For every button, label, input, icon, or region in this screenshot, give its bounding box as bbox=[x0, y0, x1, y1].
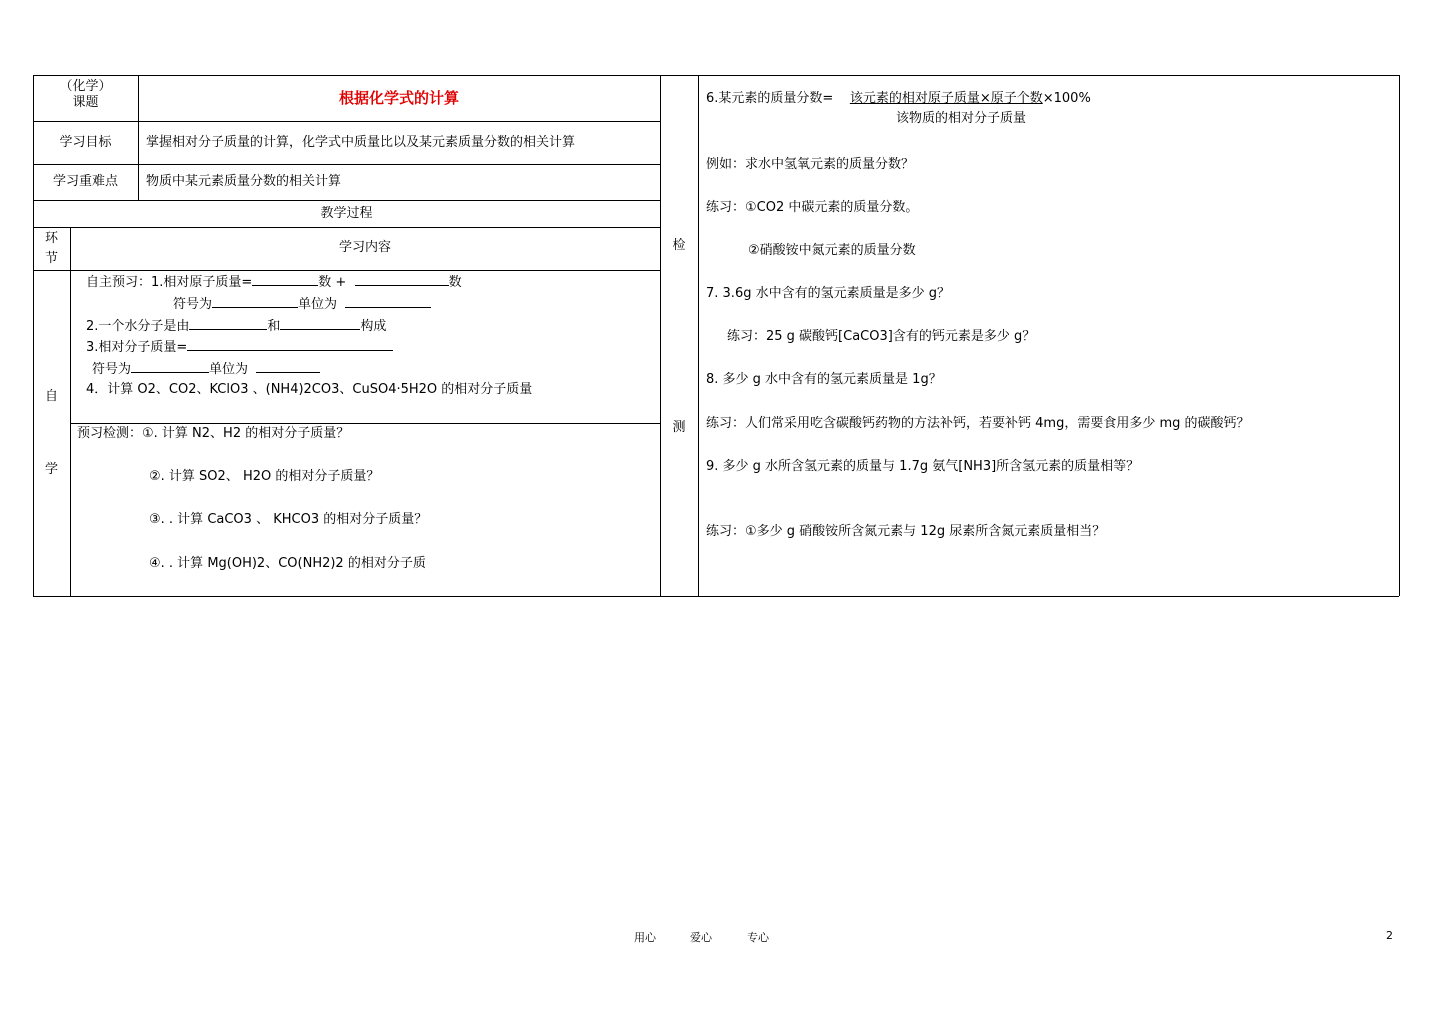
key-label: 学习重难点 bbox=[52, 174, 118, 189]
question-8: 8. 多少 g 水中含有的氢元素质量是 1g？ bbox=[706, 372, 942, 387]
footer-word-2: 爱心 bbox=[690, 931, 712, 944]
footer-word-1: 用心 bbox=[634, 931, 656, 944]
key-text: 物质中某元素质量分数的相关计算 bbox=[146, 174, 342, 189]
col-line bbox=[698, 75, 699, 596]
preview-line-2: 符号为 单位为 bbox=[173, 295, 431, 313]
question-6: 6.某元素的质量分数= 该元素的相对原子质量×原子个数×100% bbox=[706, 91, 1091, 106]
practice-3: 练习：25 g 碳酸钙[CaCO3]含有的钙元素是多少 g？ bbox=[727, 329, 1036, 344]
preview-line-1: 自主预习：1.相对原子质量= 数 + 数 bbox=[86, 275, 462, 290]
stage-label bbox=[33, 229, 70, 269]
process-label: 教学过程 bbox=[320, 206, 373, 221]
check-line-1: 预习检测：①. 计算 N2、H2 的相对分子质量？ bbox=[77, 426, 350, 441]
blank-field bbox=[252, 273, 318, 286]
blank-field bbox=[345, 295, 431, 308]
row-line bbox=[33, 200, 660, 201]
self-study-char-2: 学 bbox=[44, 462, 58, 477]
table-border-left bbox=[33, 75, 34, 596]
subject-label-line-1: （化学） bbox=[59, 79, 112, 94]
goal-text: 掌握相对分子质量的计算，化学式中质量比以及某元素质量分数的相关计算 bbox=[146, 135, 576, 150]
stage-label-line-1: 环 bbox=[44, 231, 58, 246]
check-line-3: ③. . 计算 CaCO3 、 KHCO3 的相对分子质量？ bbox=[149, 512, 428, 527]
check-char-1: 检 bbox=[672, 238, 686, 253]
row-line bbox=[33, 227, 660, 228]
practice-1: 练习：①CO2 中碳元素的质量分数。 bbox=[706, 200, 919, 215]
question-9: 9. 多少 g 水所含氢元素的质量与 1.7g 氨气[NH3]所含氢元素的质量相等？ bbox=[706, 459, 1140, 474]
row-line bbox=[33, 121, 660, 122]
row-line bbox=[33, 164, 660, 165]
table-border-bottom bbox=[33, 596, 1399, 597]
row-line bbox=[33, 270, 660, 271]
preview-line-4: 3.相对分子质量= bbox=[86, 338, 393, 356]
preview-line-5: 符号为 单位为 bbox=[92, 360, 320, 378]
lesson-title: 根据化学式的计算 bbox=[338, 89, 459, 107]
fraction-denominator: 该物质的相对分子质量 bbox=[896, 111, 1027, 126]
blank-field bbox=[355, 273, 449, 286]
stage-label-line-2: 节 bbox=[44, 251, 58, 266]
preview-line-3: 2.一个水分子是由 和 构成 bbox=[86, 319, 387, 334]
question-7: 7. 3.6g 水中含有的氢元素质量是多少 g？ bbox=[706, 286, 950, 301]
practice-4: 练习：人们常采用吃含碳酸钙药物的方法补钙，若要补钙 4mg，需要食用多少 mg 的碳酸钙？ bbox=[706, 416, 1250, 431]
check-char-2: 测 bbox=[672, 420, 686, 435]
blank-field bbox=[212, 295, 298, 308]
check-line-2: ②. 计算 SO2、 H2O 的相对分子质量？ bbox=[149, 469, 380, 484]
check-line-4: ④. . 计算 Mg(OH)2、CO(NH2)2 的相对分子质 bbox=[149, 556, 426, 571]
practice-5: 练习：①多少 g 硝酸铵所含氮元素与 12g 尿素所含氮元素质量相当？ bbox=[706, 524, 1106, 539]
content-label: 学习内容 bbox=[338, 240, 391, 255]
page-number: 2 bbox=[1386, 929, 1393, 942]
table-border-top bbox=[33, 75, 1399, 76]
col-line bbox=[660, 75, 661, 596]
blank-field bbox=[187, 338, 393, 351]
example-1: 例如：求水中氢氧元素的质量分数？ bbox=[706, 157, 915, 172]
blank-field bbox=[256, 360, 320, 373]
fraction-numerator: 该元素的相对原子质量×原子个数 bbox=[849, 91, 1043, 106]
blank-field bbox=[280, 317, 360, 330]
col-line bbox=[70, 227, 71, 596]
blank-field bbox=[131, 360, 209, 373]
goal-label: 学习目标 bbox=[59, 135, 112, 150]
self-study-char-1: 自 bbox=[44, 389, 58, 404]
preview-line-6: 4．计算 O2、CO2、KClO3 、(NH4)2CO3、CuSO4·5H2O 的相对分子质量 bbox=[86, 382, 533, 397]
footer-word-3: 专心 bbox=[747, 931, 769, 944]
practice-2: ②硝酸铵中氮元素的质量分数 bbox=[748, 243, 916, 258]
row-line bbox=[70, 423, 660, 424]
blank-field bbox=[189, 317, 267, 330]
subject-label bbox=[33, 79, 138, 111]
subject-label-line-2: 课题 bbox=[72, 95, 99, 110]
table-border-right bbox=[1399, 75, 1400, 596]
